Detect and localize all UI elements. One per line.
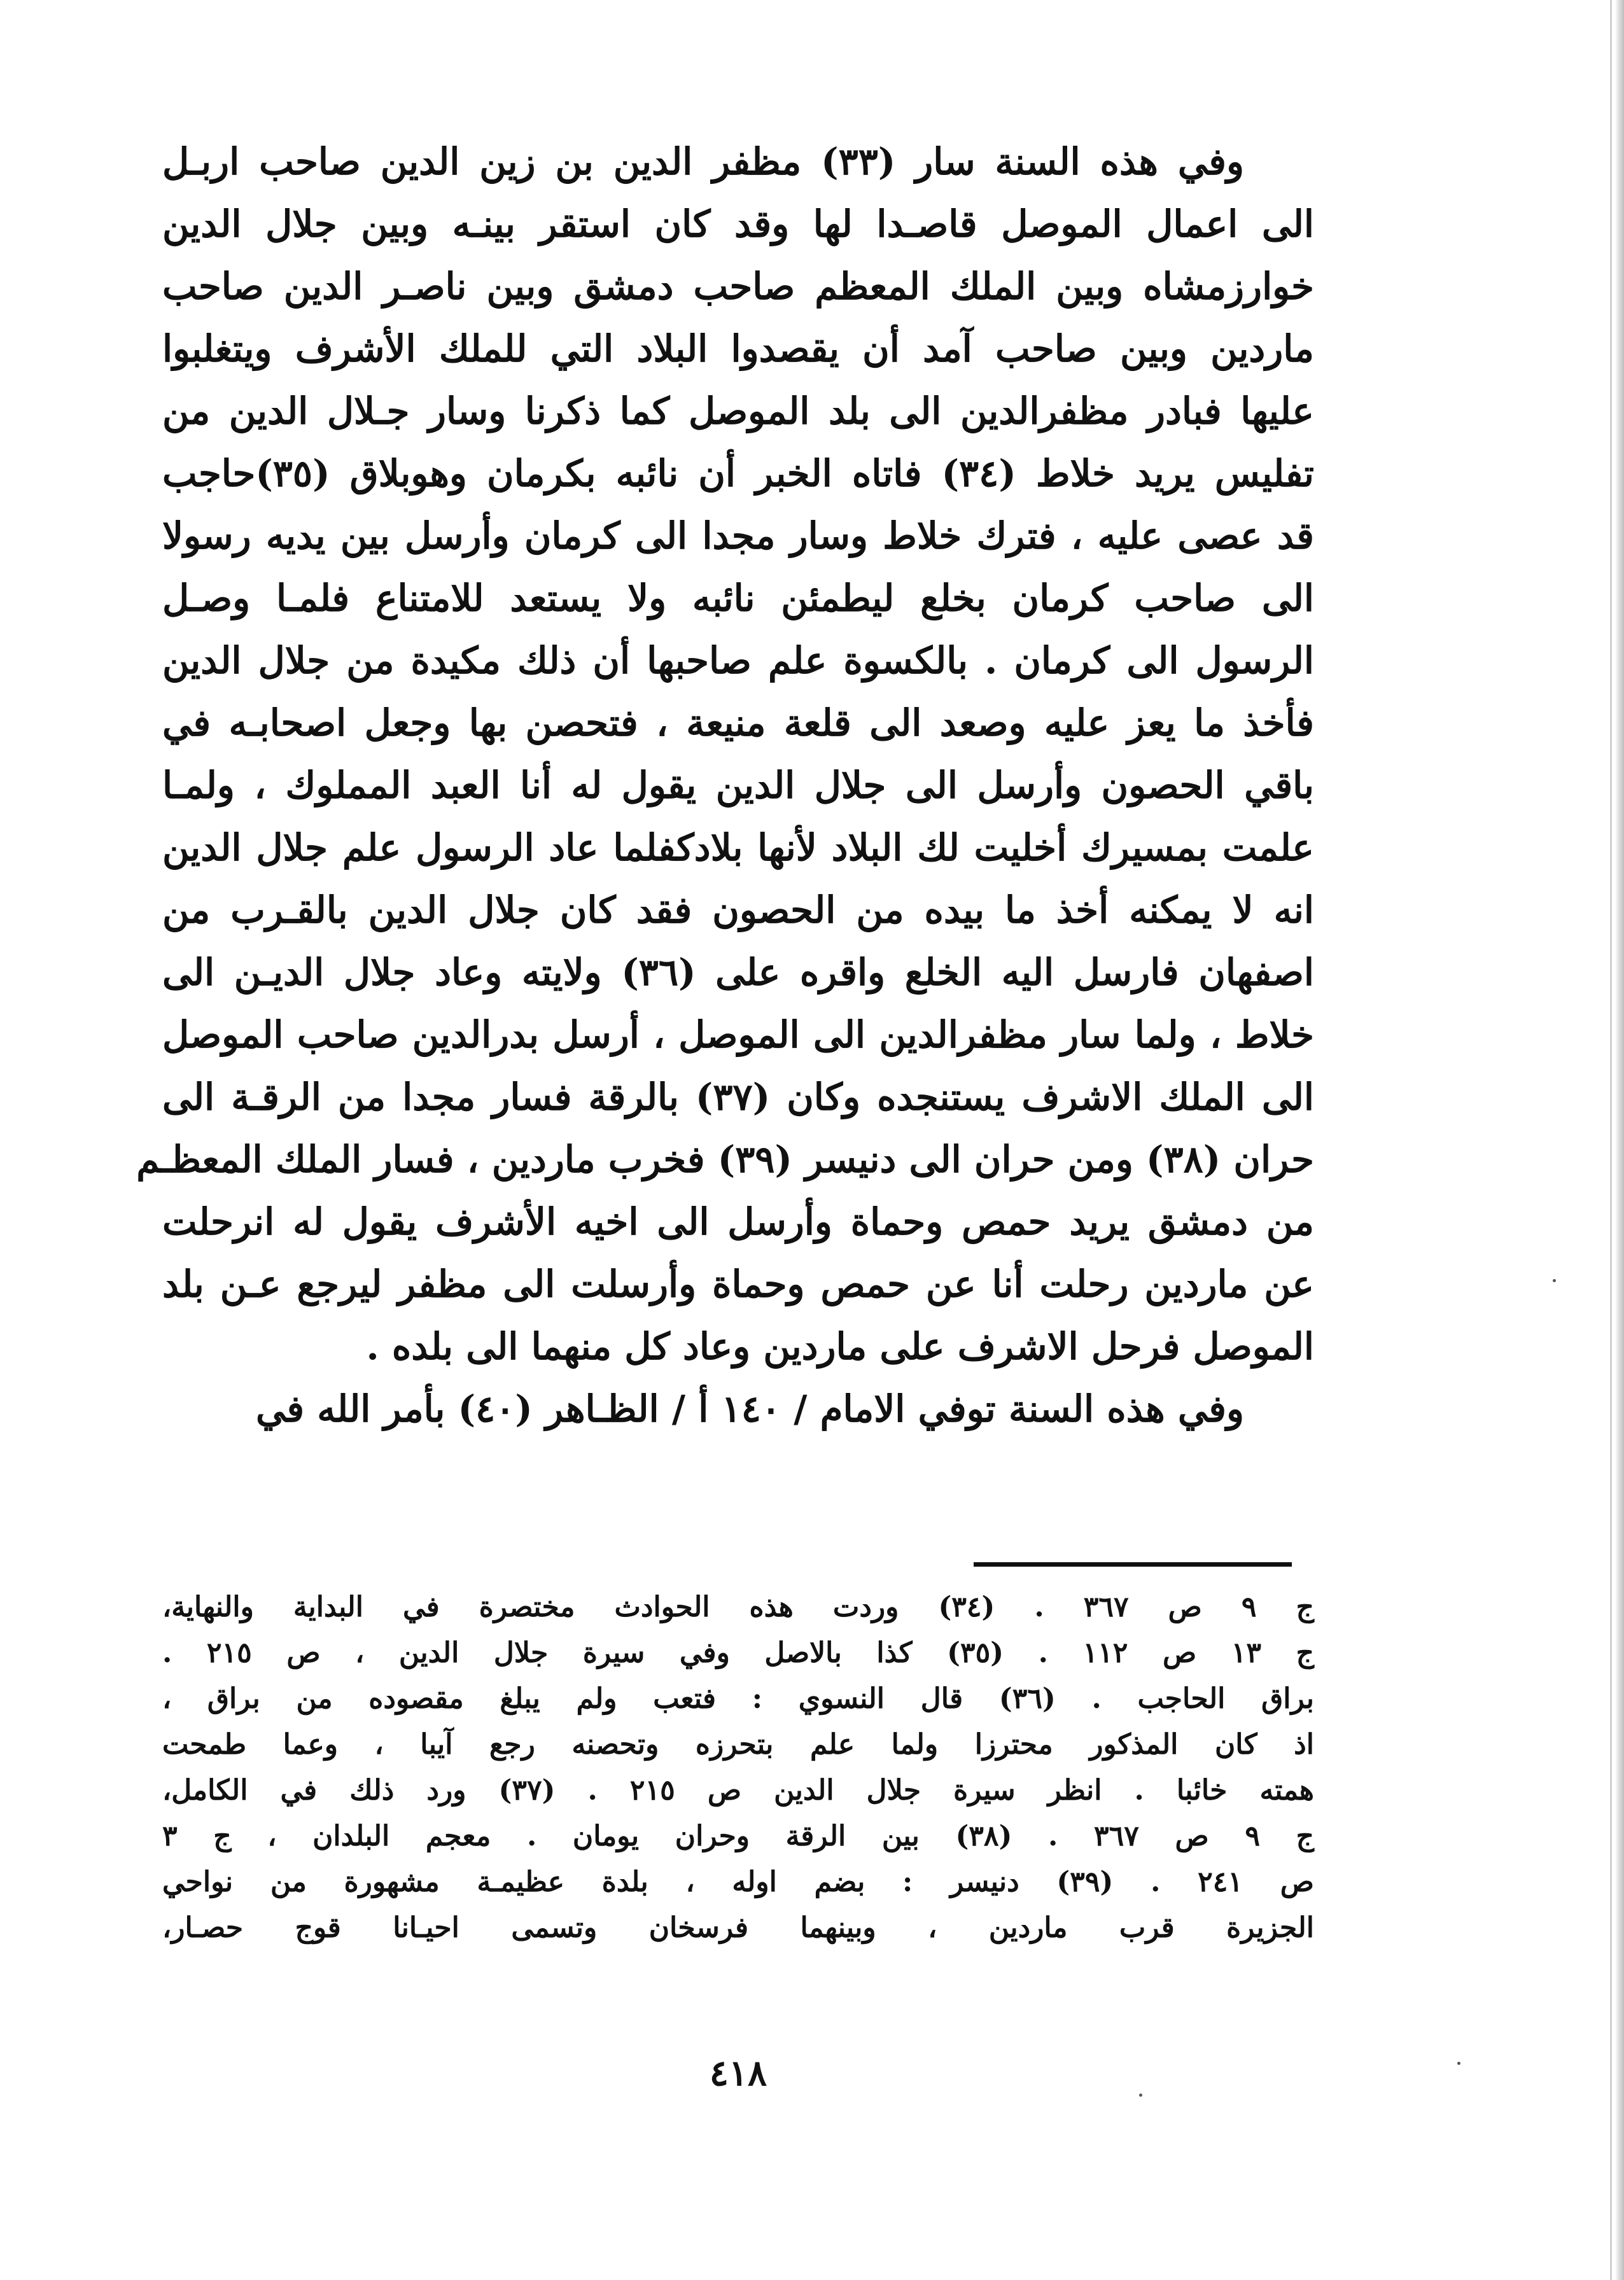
body-line: وفي هذه السنة سار (٣٣) مظفر الدين بن زين الدين صاحب اربـل <box>162 140 1244 183</box>
scan-speck <box>1457 2062 1460 2065</box>
body-line: من دمشق يريد حمص وحماة وأرسل الى اخيه الأشرف يقول له انرحلت <box>162 1200 1314 1243</box>
body-line: خوارزمشاه وبين الملك المعظم صاحب دمشق وبين ناصـر الدين صاحب <box>162 265 1314 308</box>
footnotes-block <box>162 1584 1314 1951</box>
footnote-line: براق الحاجب . (٣٦) قال النسوي : فتعب ولم يبلغ مقصوده من براق ، <box>162 1682 1314 1715</box>
body-line: اصفهان فارسل اليه الخلع واقره على (٣٦) ولايته وعاد جلال الديـن الى <box>162 951 1314 994</box>
body-line: باقي الحصون وأرسل الى جلال الدين يقول له أنا العبد المملوك ، ولمـا <box>162 764 1314 807</box>
body-line: انه لا يمكنه أخذ ما بيده من الحصون فقد كان جلال الدين بالقـرب من <box>162 888 1314 932</box>
footnote-line: ص ٢٤١ . (٣٩) دنيسر : بضم اوله ، بلدة عظيمـة مشهورة من نواحي <box>162 1866 1314 1898</box>
body-line: عن ماردين رحلت أنا عن حمص وحماة وأرسلت الى مظفر ليرجع عـن بلد <box>162 1262 1314 1306</box>
page-number: ٤١٨ <box>709 2052 767 2094</box>
body-line: الى اعمال الموصل قاصـدا لها وقد كان استقر بينـه وبين جلال الدين <box>162 202 1314 246</box>
page-edge-line <box>1610 0 1612 2280</box>
body-line: الى صاحب كرمان بخلع ليطمئن نائبه ولا يستعد للامتناع فلمـا وصـل <box>162 577 1314 620</box>
footnote-line: اذ كان المذكور محترزا ولما علم بتحرزه وتحصنه رجع آيبا ، وعما طمحت <box>162 1728 1314 1761</box>
body-line: تفليس يريد خلاط (٣٤) فاتاه الخبر أن نائبه بكرمان وهوبلاق (٣٥)حاجب <box>162 452 1314 495</box>
footnote-line: ج ١٣ ص ١١٢ . (٣٥) كذا بالاصل وفي سيرة جلال الدين ، ص ٢١٥ . <box>162 1637 1314 1669</box>
footnote-line: همته خائبا . انظر سيرة جلال الدين ص ٢١٥ . (٣٧) ورد ذلك في الكامل، <box>162 1774 1314 1807</box>
body-line: حران (٣٨) ومن حران الى دنيسر (٣٩) فخرب ماردين ، فسار الملك المعظـم <box>136 1138 1314 1181</box>
body-line: الى الملك الاشرف يستنجده وكان (٣٧) بالرقة فسار مجدا من الرقـة الى <box>162 1075 1314 1119</box>
main-text-block <box>136 130 1314 1440</box>
body-line: الرسول الى كرمان . بالكسوة علم صاحبها أن ذلك مكيدة من جلال الدين <box>162 639 1314 682</box>
body-line: ماردين وبين صاحب آمد أن يقصدوا البلاد التي للملك الأشرف ويتغلبوا <box>162 327 1314 370</box>
footnote-line: الجزيرة قرب ماردين ، وبينهما فرسخان وتسمى احيـانا قوج حصـار، <box>162 1912 1314 1944</box>
footnote-line: ج ٩ ص ٣٦٧ . (٣٤) وردت هذه الحوادث مختصرة في البداية والنهاية، <box>162 1591 1314 1623</box>
body-line: الموصل فرحل الاشرف على ماردين وعاد كل منهما الى بلده . <box>366 1325 1314 1368</box>
body-line: وفي هذه السنة توفي الامام / ١٤٠ أ / الظـاهر (٤٠) بأمر الله في <box>256 1387 1244 1430</box>
body-line: خلاط ، ولما سار مظفرالدين الى الموصل ، أرسل بدرالدين صاحب الموصل <box>162 1013 1314 1056</box>
body-line: علمت بمسيرك أخليت لك البلاد لأنها بلادكفلما عاد الرسول علم جلال الدين <box>162 826 1314 869</box>
body-line: عليها فبادر مظفرالدين الى بلد الموصل كما ذكرنا وسار جـلال الدين من <box>162 389 1314 433</box>
footnote-separator <box>974 1562 1292 1567</box>
body-line: فأخذ ما يعز عليه وصعد الى قلعة منيعة ، فتحصن بها وجعل اصحابـه في <box>162 701 1314 745</box>
footnote-line: ج ٩ ص ٣٦٧ . (٣٨) بين الرقة وحران يومان . معجم البلدان ، ج ٣ <box>162 1820 1314 1852</box>
body-line: قد عصى عليه ، فترك خلاط وسار مجدا الى كرمان وأرسل بين يديه رسولا <box>162 514 1314 557</box>
scan-speck <box>1553 1279 1556 1282</box>
scan-speck <box>1139 2094 1142 2097</box>
page-edge-shadow <box>1615 0 1624 2280</box>
